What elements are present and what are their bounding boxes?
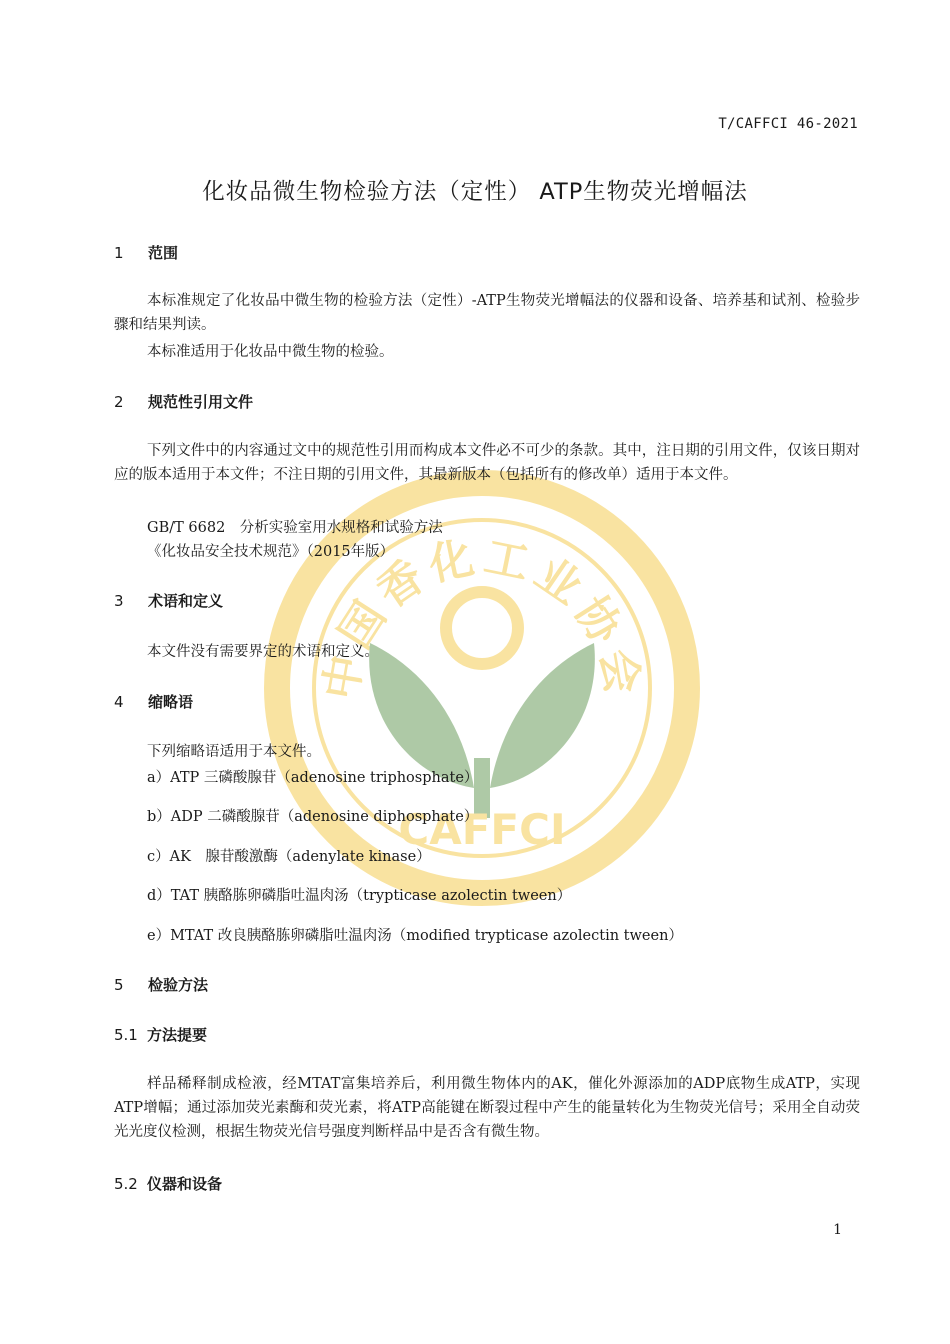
subsection-number: 5.1	[114, 1026, 138, 1044]
section-number: 4	[114, 693, 124, 711]
document-title: 化妆品微生物检验方法（定性） ATP生物荧光增幅法	[202, 179, 748, 205]
abbreviation-item: b）ADP 二磷酸腺苷（adenosine diphosphate）	[147, 809, 479, 825]
subsection-title: 仪器和设备	[147, 1175, 223, 1193]
seal-abbr-text: CAFFCI	[398, 805, 566, 854]
normative-reference-2: 《化妆品安全技术规范》（2015年版）	[147, 544, 395, 560]
section-1-paragraph-1: 本标准规定了化妆品中微生物的检验方法（定性）-ATP生物荧光增幅法的仪器和设备、培养基和试剂、检验步骤和结果判读。	[114, 293, 860, 333]
section-1-heading	[114, 242, 178, 263]
section-number: 3	[114, 592, 124, 610]
section-1-paragraph-2: 本标准适用于化妆品中微生物的检验。	[147, 344, 394, 360]
section-title: 缩略语	[148, 693, 194, 711]
section-title: 检验方法	[148, 976, 209, 994]
section-5-2-heading	[114, 1173, 222, 1194]
section-5-heading	[114, 974, 208, 995]
section-2-heading	[114, 391, 253, 412]
section-4-heading	[114, 691, 193, 712]
normative-reference-1: GB/T 6682 分析实验室用水规格和试验方法	[147, 520, 443, 536]
abbreviation-item: e）MTAT 改良胰酪胨卵磷脂吐温肉汤（modified trypticase azolectin tween）	[147, 928, 683, 944]
section-3-paragraph-1: 本文件没有需要界定的术语和定义。	[147, 644, 379, 660]
subsection-title: 方法提要	[147, 1026, 208, 1044]
section-title: 范围	[148, 244, 179, 262]
seal-arc-text: 中国香化工业协会	[315, 531, 649, 704]
page-number: 1	[833, 1222, 842, 1238]
section-title: 术语和定义	[148, 592, 224, 610]
section-number: 2	[114, 393, 124, 411]
section-2-paragraph-1: 下列文件中的内容通过文中的规范性引用而构成本文件必不可少的条款。其中，注日期的引用文件，仅该日期对应的版本适用于本文件；不注日期的引用文件，其最新版本（包括所有的修改单）适用于本文件。	[114, 443, 860, 483]
section-title: 规范性引用文件	[148, 393, 254, 411]
abbreviation-item: d）TAT 胰酪胨卵磷脂吐温肉汤（trypticase azolectin tween）	[147, 888, 572, 904]
section-number: 5	[114, 976, 124, 994]
section-5-1-paragraph-1: 样品稀释制成检液，经MTAT富集培养后，利用微生物体内的AK，催化外源添加的ADP底物生成ATP，实现ATP增幅；通过添加荧光素酶和荧光素，将ATP高能键在断裂过程中产生的能量转化为生物荧光信号；采用全自动荧光光度仪检测，根据生物荧光信号强度判断样品中是否含有微生物。	[114, 1076, 860, 1140]
section-3-heading	[114, 590, 223, 611]
abbreviations-intro: 下列缩略语适用于本文件。	[147, 744, 321, 760]
section-5-1-heading	[114, 1024, 207, 1045]
abbreviation-item: a）ATP 三磷酸腺苷（adenosine triphosphate）	[147, 770, 479, 786]
seal-right-leaf-icon	[490, 643, 595, 788]
document-code: T/CAFFCI 46-2021	[718, 116, 858, 132]
subsection-number: 5.2	[114, 1175, 138, 1193]
section-number: 1	[114, 244, 124, 262]
abbreviation-item: c）AK 腺苷酸激酶（adenylate kinase）	[147, 849, 431, 865]
seal-c-emblem-icon	[446, 592, 518, 664]
